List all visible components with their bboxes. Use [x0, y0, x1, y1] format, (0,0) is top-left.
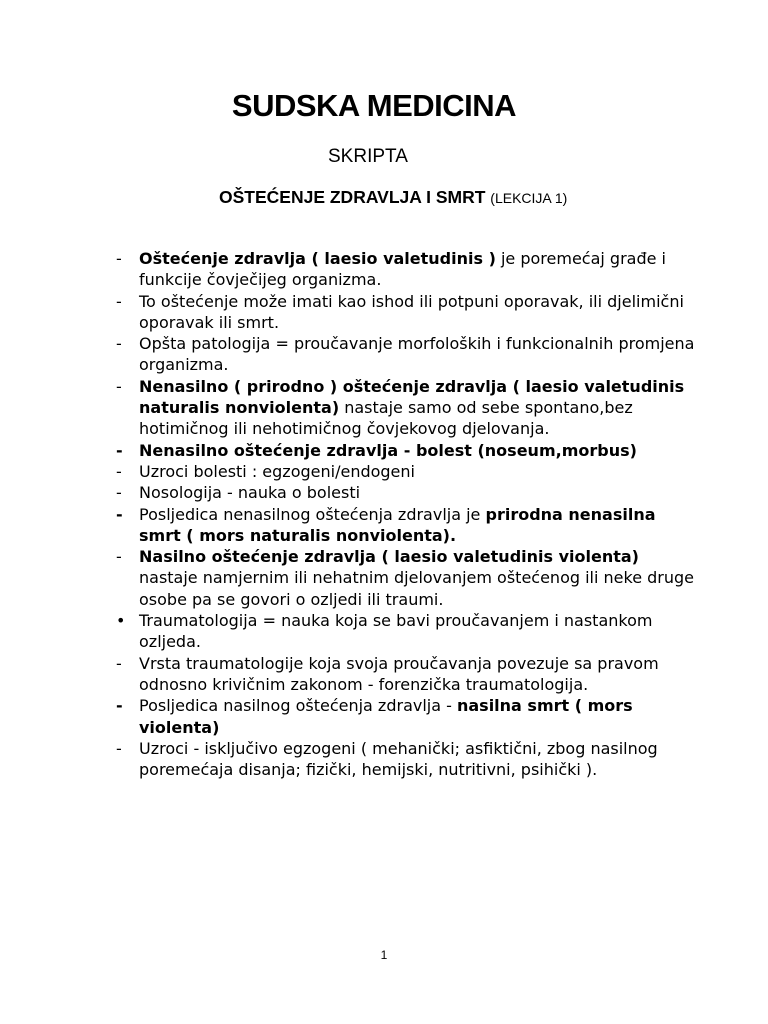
list-item — [0, 440, 700, 461]
lesson-heading-main: OŠTEĆENJE ZDRAVLJA I SMRT — [219, 187, 486, 207]
list-item — [0, 376, 700, 440]
dash-marker: - — [116, 440, 123, 460]
bold-text: prirodna nenasilna smrt ( mors naturalis nonviolenta). — [139, 504, 656, 545]
list-item — [0, 695, 700, 738]
body-text: Uzroci - isključivo egzogeni ( mehanički; asfiktični, zbog nasilnog poremećaja disanja; fizički, hemijski, nutritivni, psihički ). — [139, 738, 658, 780]
body-text: Posljedica nasilnog oštećenja zdravlja - — [139, 696, 457, 716]
body-text: nastaje samo od sebe spontano,bez hotimičnog ili nehotimičnog čovjekovog djelovanja. — [139, 398, 633, 439]
content-list — [0, 248, 700, 780]
page-number: 1 — [380, 948, 388, 962]
body-text: Vrsta traumatologije koja svoja proučavanja povezuje sa pravom odnosno krivičnim zakonom - forenzička traumatologija. — [139, 653, 659, 694]
dash-marker: - — [116, 653, 122, 673]
dash-marker: - — [116, 334, 122, 354]
bold-text: Nasilno oštećenje zdravlja ( laesio valetudinis violenta) — [139, 547, 639, 567]
dash-marker: - — [116, 376, 122, 396]
lesson-heading — [219, 187, 567, 208]
list-item — [0, 546, 700, 610]
dash-marker: - — [116, 547, 122, 567]
body-text: Uzroci bolesti : egzogeni/endogeni — [139, 461, 415, 481]
list-item — [0, 653, 700, 696]
list-item — [0, 248, 700, 291]
dash-marker: - — [116, 738, 122, 758]
list-item — [0, 482, 700, 503]
bold-text: Nenasilno ( prirodno ) oštećenje zdravlja ( laesio valetudinis naturalis nonviolenta) — [139, 376, 685, 418]
bold-text: Nenasilno oštećenje zdravlja - bolest (noseum,morbus) — [139, 440, 637, 460]
body-text: Traumatologija = nauka koja se bavi proučavanjem i nastankom ozljeda. — [139, 611, 653, 652]
body-text: Opšta patologija = proučavanje morfoloških i funkcionalnih promjena organizma. — [139, 334, 695, 375]
list-item — [0, 610, 700, 653]
body-text: Nosologija - nauka o bolesti — [139, 483, 361, 503]
body-text: nastaje namjernim ili nehatnim djelovanjem oštećenog ili neke druge osobe pa se govori o ozljedi ili traumi. — [139, 568, 695, 609]
dash-marker: - — [116, 696, 123, 716]
list-item — [0, 333, 700, 376]
dash-marker: - — [116, 504, 123, 524]
list-item — [0, 291, 700, 334]
document-title: SUDSKA MEDICINA — [231, 88, 517, 123]
document-subtitle: SKRIPTA — [328, 146, 408, 167]
dash-marker: - — [116, 291, 122, 311]
list-item — [0, 461, 700, 482]
dash-marker: - — [116, 483, 122, 503]
list-item — [0, 504, 700, 547]
dash-marker: - — [116, 249, 122, 268]
list-item — [0, 738, 700, 781]
bullet-marker: • — [116, 611, 126, 631]
dash-marker: - — [116, 461, 122, 481]
lesson-heading-number: (LEKCIJA 1) — [490, 190, 568, 206]
bold-text: Oštećenje zdravlja ( laesio valetudinis ) — [139, 249, 496, 268]
bold-text: nasilna smrt ( mors violenta) — [139, 696, 633, 737]
body-text: To oštećenje može imati kao ishod ili potpuni oporavak, ili djelimični oporavak ili smrt. — [139, 291, 684, 332]
body-text: je poremećaj građe i funkcije čovječijeg organizma. — [139, 249, 666, 290]
body-text: Posljedica nenasilnog oštećenja zdravlja je — [139, 504, 486, 524]
